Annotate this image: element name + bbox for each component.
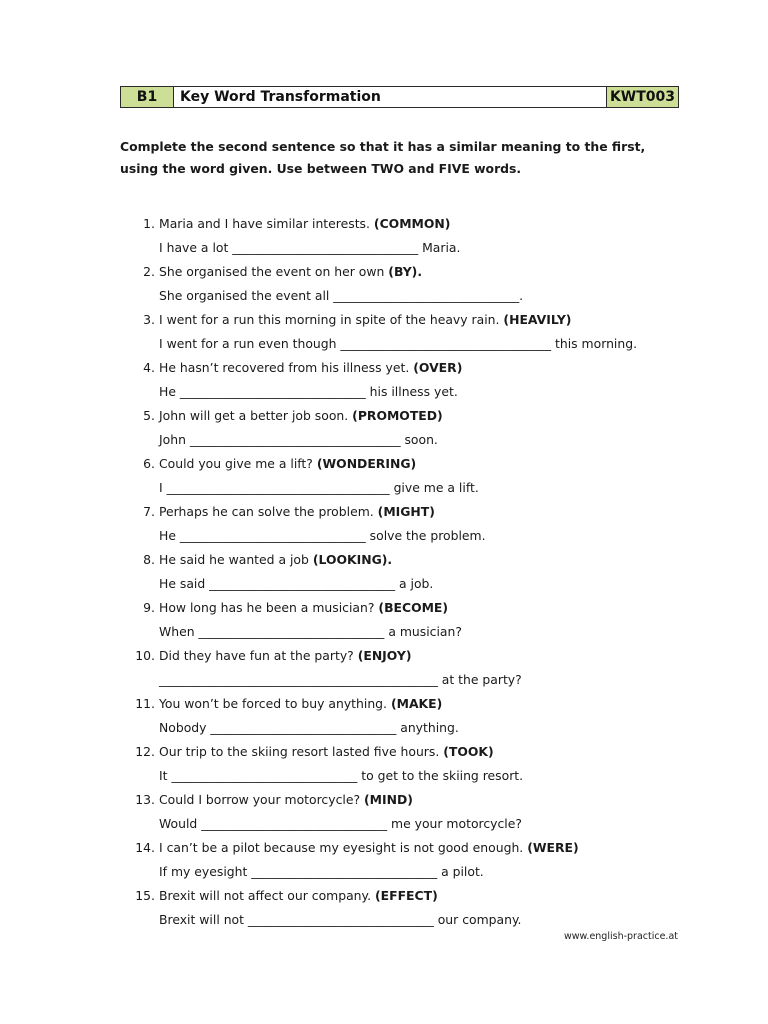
- first-sentence: Brexit will not affect our company.: [159, 888, 372, 903]
- exercise-item: [0, 308, 768, 356]
- exercise-list: [0, 212, 768, 932]
- first-sentence-line: [159, 308, 571, 332]
- instructions: Complete the second sentence so that it has a similar meaning to the first, using the word given. Use between TWO and FIVE words.: [120, 139, 646, 176]
- second-sentence[interactable]: If my eyesight ______________________________ a pilot.: [159, 864, 484, 879]
- first-sentence-line: [159, 692, 442, 716]
- first-sentence-line: [159, 836, 579, 860]
- first-sentence-line: [159, 884, 438, 908]
- item-number: 5.: [143, 408, 155, 423]
- second-sentence[interactable]: He said ______________________________ a job.: [159, 576, 434, 591]
- first-sentence-line: [159, 548, 392, 572]
- second-sentence[interactable]: It ______________________________ to get to the skiing resort.: [159, 768, 524, 783]
- item-number: 9.: [143, 600, 155, 615]
- item-number: 2.: [143, 264, 155, 279]
- first-sentence-line: [159, 260, 422, 284]
- first-sentence: Our trip to the skiing resort lasted five hours.: [159, 744, 440, 759]
- key-word: (ENJOY): [357, 648, 412, 663]
- footer-url: www.english-practice.at: [563, 931, 678, 942]
- second-sentence[interactable]: I have a lot ______________________________ Maria.: [159, 240, 461, 255]
- first-sentence: I went for a run this morning in spite of the heavy rain.: [159, 312, 500, 327]
- first-sentence-line: [159, 644, 412, 668]
- exercise-item: [0, 692, 768, 740]
- item-number: 4.: [143, 360, 155, 375]
- exercise-item: [0, 356, 768, 404]
- item-number: 7.: [143, 504, 155, 519]
- first-sentence: He said he wanted a job: [159, 552, 309, 567]
- first-sentence-line: [159, 452, 416, 476]
- key-word: (PROMOTED): [352, 408, 443, 423]
- exercise-item: [0, 260, 768, 308]
- key-word: (COMMON): [373, 216, 451, 231]
- second-sentence[interactable]: He ______________________________ solve the problem.: [159, 528, 486, 543]
- key-word: (MIGHT): [377, 504, 435, 519]
- second-sentence[interactable]: John __________________________________ soon.: [159, 432, 438, 447]
- first-sentence: Did they have fun at the party?: [159, 648, 354, 663]
- worksheet-code: KWT003: [606, 87, 678, 107]
- item-number: 15.: [135, 888, 155, 903]
- first-sentence-line: [159, 212, 450, 236]
- item-number: 8.: [143, 552, 155, 567]
- first-sentence-line: [159, 404, 443, 428]
- exercise-item: [0, 644, 768, 692]
- first-sentence: Perhaps he can solve the problem.: [159, 504, 374, 519]
- exercise-item: [0, 596, 768, 644]
- key-word: (EFFECT): [375, 888, 438, 903]
- first-sentence: John will get a better job soon.: [159, 408, 349, 423]
- first-sentence: Maria and I have similar interests.: [159, 216, 370, 231]
- item-number: 10.: [135, 648, 155, 663]
- first-sentence: You won’t be forced to buy anything.: [159, 696, 387, 711]
- item-number: 6.: [143, 456, 155, 471]
- exercise-item: [0, 740, 768, 788]
- second-sentence[interactable]: I went for a run even though __________________________________ this morning.: [159, 336, 638, 351]
- key-word: (BECOME): [378, 600, 449, 615]
- second-sentence[interactable]: Brexit will not ______________________________ our company.: [159, 912, 522, 927]
- key-word: (TOOK): [443, 744, 494, 759]
- second-sentence[interactable]: When ______________________________ a musician?: [159, 624, 462, 639]
- worksheet-title: Key Word Transformation: [180, 89, 381, 105]
- first-sentence: Could I borrow your motorcycle?: [159, 792, 361, 807]
- first-sentence-line: [159, 740, 494, 764]
- key-word: (BY).: [388, 264, 423, 279]
- first-sentence: I can’t be a pilot because my eyesight is not good enough.: [159, 840, 524, 855]
- second-sentence[interactable]: I ____________________________________ give me a lift.: [159, 480, 479, 495]
- exercise-item: [0, 404, 768, 452]
- key-word: (WONDERING): [316, 456, 417, 471]
- key-word: (LOOKING).: [312, 552, 393, 567]
- key-word: (HEAVILY): [503, 312, 572, 327]
- first-sentence: How long has he been a musician?: [159, 600, 375, 615]
- exercise-item: [0, 452, 768, 500]
- second-sentence[interactable]: Nobody ______________________________ anything.: [159, 720, 459, 735]
- second-sentence[interactable]: She organised the event all ______________________________.: [159, 288, 524, 303]
- exercise-item: [0, 500, 768, 548]
- item-number: 12.: [135, 744, 155, 759]
- first-sentence-line: [159, 788, 413, 812]
- first-sentence-line: [159, 356, 462, 380]
- second-sentence[interactable]: _____________________________________________ at the party?: [159, 672, 522, 687]
- first-sentence-line: [159, 500, 435, 524]
- exercise-item: [0, 836, 768, 884]
- level-badge: B1: [121, 87, 174, 107]
- exercise-item: [0, 548, 768, 596]
- key-word: (WERE): [527, 840, 579, 855]
- exercise-item: [0, 788, 768, 836]
- key-word: (MIND): [364, 792, 413, 807]
- item-number: 13.: [135, 792, 155, 807]
- exercise-item: [0, 884, 768, 932]
- first-sentence: Could you give me a lift?: [159, 456, 313, 471]
- exercise-item: [0, 212, 768, 260]
- key-word: (OVER): [413, 360, 463, 375]
- first-sentence: He hasn’t recovered from his illness yet.: [159, 360, 410, 375]
- item-number: 14.: [135, 840, 155, 855]
- item-number: 1.: [143, 216, 155, 231]
- second-sentence[interactable]: Would ______________________________ me your motorcycle?: [159, 816, 522, 831]
- title-bar: [120, 86, 679, 108]
- item-number: 3.: [143, 312, 155, 327]
- key-word: (MAKE): [390, 696, 443, 711]
- second-sentence[interactable]: He ______________________________ his illness yet.: [159, 384, 458, 399]
- first-sentence-line: [159, 596, 448, 620]
- item-number: 11.: [135, 696, 155, 711]
- first-sentence: She organised the event on her own: [159, 264, 385, 279]
